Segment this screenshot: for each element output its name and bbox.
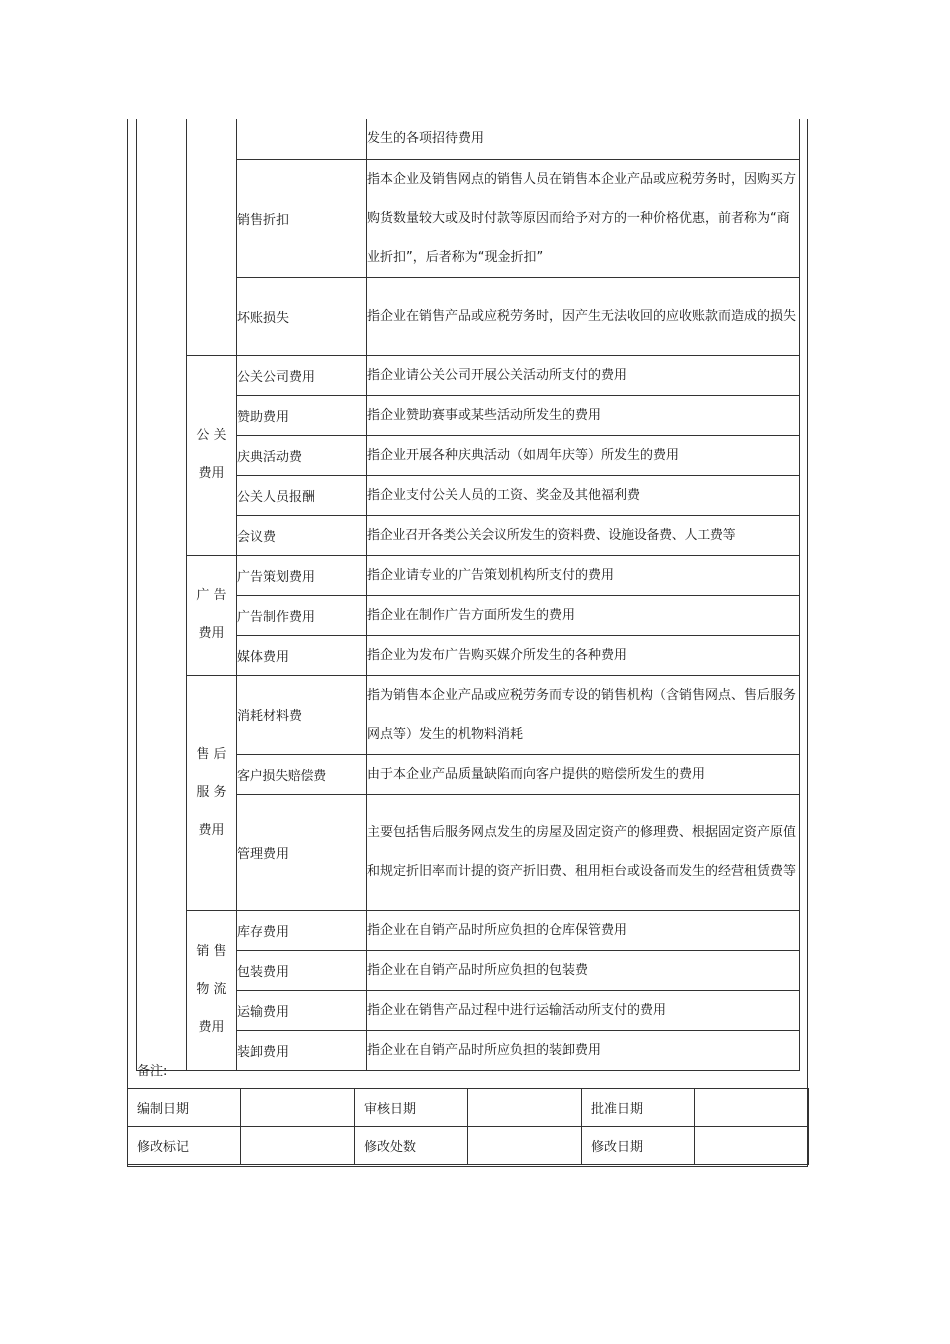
table-row bbox=[137, 635, 800, 675]
desc-cell: 发生的各项招待费用 bbox=[367, 119, 800, 159]
table-row bbox=[137, 435, 800, 475]
review-date-label: 审核日期 bbox=[355, 1089, 468, 1127]
desc-cell: 指为销售本企业产品或应税劳务而专设的销售机构（含销售网点、售后服务网点等）发生的机物料消耗 bbox=[367, 675, 800, 754]
desc-cell: 指企业在销售产品过程中进行运输活动所支付的费用 bbox=[367, 990, 800, 1030]
table-row bbox=[137, 515, 800, 555]
table-row bbox=[137, 277, 800, 355]
remarks-label: 备注: bbox=[137, 1064, 168, 1079]
category-line: 费用 bbox=[198, 466, 225, 481]
table-row bbox=[137, 910, 800, 950]
revision-mark-field[interactable] bbox=[241, 1127, 355, 1165]
table-row bbox=[137, 119, 800, 159]
table-row bbox=[137, 595, 800, 635]
approve-date-label: 批准日期 bbox=[582, 1089, 695, 1127]
category-line: 费用 bbox=[198, 626, 225, 641]
desc-cell: 指企业在制作广告方面所发生的费用 bbox=[367, 595, 800, 635]
category-line: 服 务 bbox=[196, 784, 227, 800]
table-row bbox=[137, 675, 800, 754]
table-row bbox=[137, 159, 800, 277]
item-cell: 销售折扣 bbox=[237, 159, 367, 277]
category-line: 销 售 bbox=[196, 944, 227, 959]
desc-cell: 指企业支付公关人员的工资、奖金及其他福利费 bbox=[367, 475, 800, 515]
category-line: 广 告 bbox=[196, 588, 227, 603]
item-cell: 坏账损失 bbox=[237, 277, 367, 355]
category-line: 费用 bbox=[198, 822, 225, 838]
item-cell: 广告制作费用 bbox=[237, 595, 367, 635]
revision-count-label: 修改处数 bbox=[355, 1127, 468, 1165]
desc-cell: 指企业为发布广告购买媒介所发生的各种费用 bbox=[367, 635, 800, 675]
item-cell: 媒体费用 bbox=[237, 635, 367, 675]
category-line: 物 流 bbox=[196, 982, 227, 997]
revision-count-field[interactable] bbox=[468, 1127, 582, 1165]
review-date-field[interactable] bbox=[468, 1089, 582, 1127]
item-cell: 公关公司费用 bbox=[237, 355, 367, 395]
category-cell-blank bbox=[187, 119, 237, 355]
table-row bbox=[137, 1030, 800, 1070]
category-cell bbox=[187, 355, 237, 555]
compile-date-field[interactable] bbox=[241, 1089, 355, 1127]
category-line: 费用 bbox=[198, 1020, 225, 1035]
table-row bbox=[137, 794, 800, 910]
revision-date-field[interactable] bbox=[695, 1127, 809, 1165]
category-cell bbox=[187, 910, 237, 1070]
item-cell: 广告策划费用 bbox=[237, 555, 367, 595]
item-cell: 客户损失赔偿费 bbox=[237, 754, 367, 794]
revision-mark-label: 修改标记 bbox=[128, 1127, 241, 1165]
item-cell: 公关人员报酬 bbox=[237, 475, 367, 515]
table-row bbox=[128, 1089, 809, 1127]
category-cell bbox=[187, 555, 237, 675]
desc-cell: 指企业在销售产品或应税劳务时，因产生无法收回的应收账款而造成的损失 bbox=[367, 277, 800, 355]
item-cell: 会议费 bbox=[237, 515, 367, 555]
desc-cell: 由于本企业产品质量缺陷而向客户提供的赔偿所发生的费用 bbox=[367, 754, 800, 794]
compile-date-label: 编制日期 bbox=[128, 1089, 241, 1127]
table-row bbox=[137, 555, 800, 595]
desc-cell: 指企业赞助赛事或某些活动所发生的费用 bbox=[367, 395, 800, 435]
item-cell: 消耗材料费 bbox=[237, 675, 367, 754]
category-cell bbox=[187, 675, 237, 910]
revision-date-label: 修改日期 bbox=[582, 1127, 695, 1165]
desc-cell: 指本企业及销售网点的销售人员在销售本企业产品或应税劳务时，因购买方购货数量较大或及时付款等原因而给予对方的一种价格优惠，前者称为“商业折扣”，后者称为“现金折扣” bbox=[367, 159, 800, 277]
desc-cell: 指企业在自销产品时所应负担的包装费 bbox=[367, 950, 800, 990]
desc-cell: 指企业在自销产品时所应负担的仓库保管费用 bbox=[367, 910, 800, 950]
item-cell: 庆典活动费 bbox=[237, 435, 367, 475]
item-cell: 运输费用 bbox=[237, 990, 367, 1030]
category-line: 公 关 bbox=[196, 428, 227, 443]
desc-cell: 指企业召开各类公关会议所发生的资料费、设施设备费、人工费等 bbox=[367, 515, 800, 555]
desc-cell: 指企业开展各种庆典活动（如周年庆等）所发生的费用 bbox=[367, 435, 800, 475]
table-row bbox=[137, 990, 800, 1030]
desc-cell: 主要包括售后服务网点发生的房屋及固定资产的修理费、根据固定资产原值和规定折旧率而计提的资产折旧费、租用柜台或设备而发生的经营租赁费等 bbox=[367, 794, 800, 910]
table-row bbox=[137, 355, 800, 395]
approval-table bbox=[127, 1088, 809, 1165]
item-cell: 管理费用 bbox=[237, 794, 367, 910]
approve-date-field[interactable] bbox=[695, 1089, 809, 1127]
table-row bbox=[137, 475, 800, 515]
item-cell: 装卸费用 bbox=[237, 1030, 367, 1070]
item-cell: 库存费用 bbox=[237, 910, 367, 950]
item-cell: 赞助费用 bbox=[237, 395, 367, 435]
item-cell: 包装费用 bbox=[237, 950, 367, 990]
category-line: 售 后 bbox=[196, 746, 227, 762]
desc-cell: 指企业请专业的广告策划机构所支付的费用 bbox=[367, 555, 800, 595]
table-row bbox=[128, 1127, 809, 1165]
table-row bbox=[137, 395, 800, 435]
item-cell bbox=[237, 119, 367, 159]
table-row bbox=[137, 754, 800, 794]
desc-cell: 指企业在自销产品时所应负担的装卸费用 bbox=[367, 1030, 800, 1070]
desc-cell: 指企业请公关公司开展公关活动所支付的费用 bbox=[367, 355, 800, 395]
table-row bbox=[137, 950, 800, 990]
expense-table bbox=[136, 119, 800, 1071]
category-column-blank bbox=[137, 119, 187, 1070]
